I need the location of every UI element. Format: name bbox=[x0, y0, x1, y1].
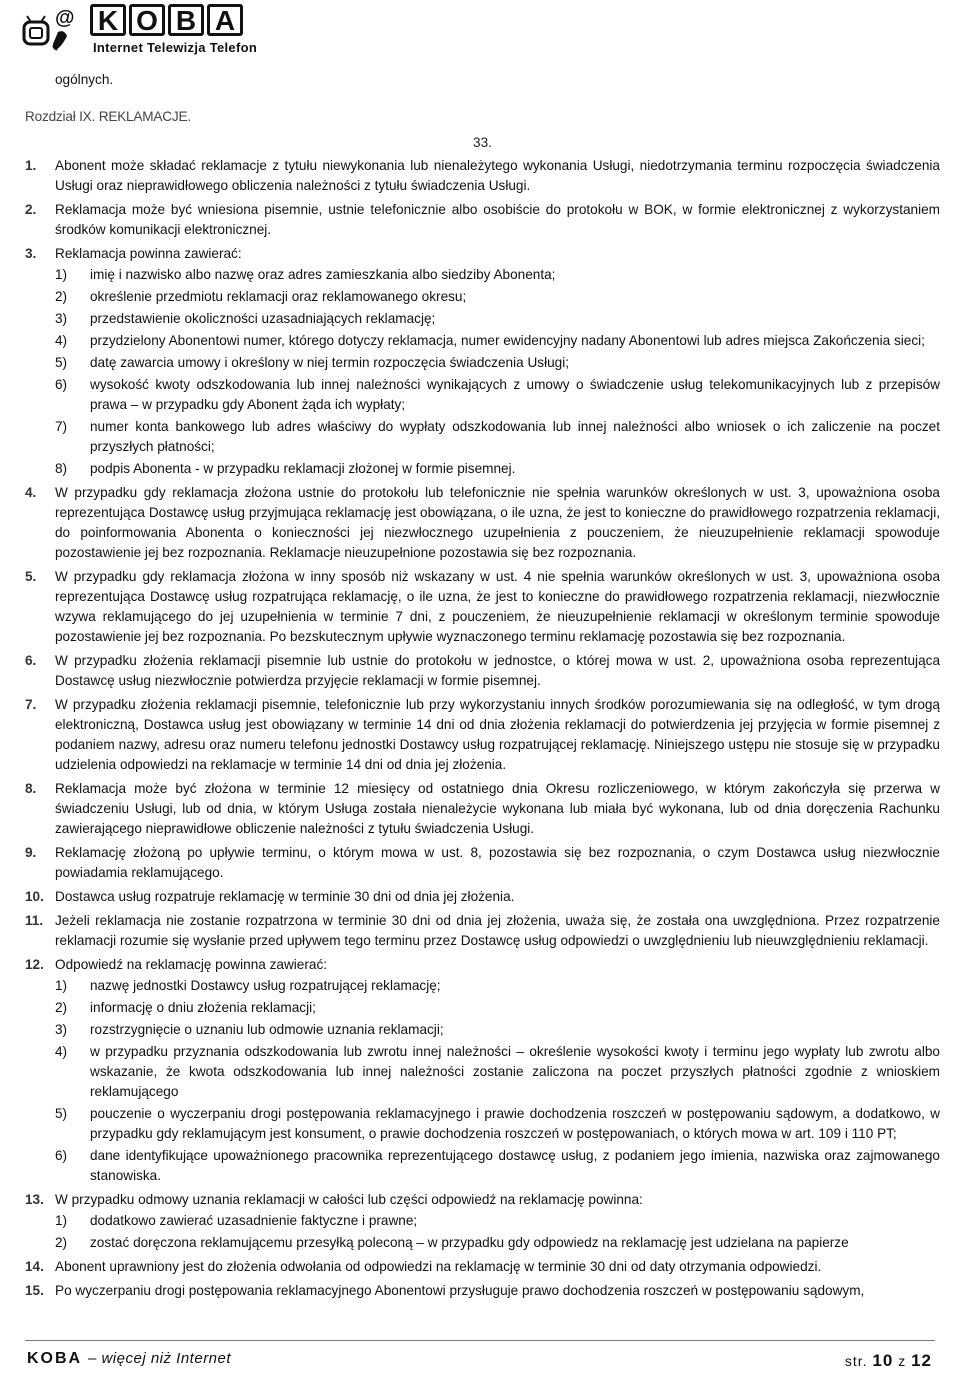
item-number: 14. bbox=[25, 1259, 44, 1274]
sub-item-text: dane identyfikujące upoważnionego pracownika reprezentującego dostawcę usług, z podaniem jego imienia, nazwiska oraz zajmowanego stanowiska. bbox=[90, 1148, 940, 1183]
sub-item bbox=[55, 998, 940, 1018]
sub-item bbox=[55, 353, 940, 373]
sub-item bbox=[55, 459, 940, 479]
list-item bbox=[25, 695, 940, 775]
item-number: 15. bbox=[25, 1283, 44, 1298]
list-item bbox=[25, 1257, 940, 1277]
list-item bbox=[25, 651, 940, 691]
sub-item bbox=[55, 1146, 940, 1186]
item-number: 4. bbox=[25, 485, 37, 500]
item-text: Jeżeli reklamacja nie zostanie rozpatrzona w terminie 30 dni od dnia jej złożenia, uważa się, że została ona uwzględniona. Przez rozpatrzenie reklamacji rozumie się wysłanie przed upływem tego terminu przez Dostawcę usług odpowiedzi o uwzględnieniu lub nieuwzględnieniu reklamacji. bbox=[55, 913, 940, 948]
item-list bbox=[25, 156, 940, 1301]
item-number: 11. bbox=[25, 913, 44, 928]
chapter-heading: Rozdział IX. REKLAMACJE. bbox=[25, 109, 191, 124]
sub-item-number: 3) bbox=[55, 311, 68, 326]
sub-item bbox=[55, 1020, 940, 1040]
page-header bbox=[0, 0, 960, 60]
sub-item-number: 4) bbox=[55, 1044, 68, 1059]
footer-brand-name: KOBA bbox=[27, 1350, 82, 1367]
logo-tagline: Internet Telewizja Telefon bbox=[93, 40, 258, 55]
lead-text: ogólnych. bbox=[55, 72, 114, 87]
sub-item-text: rozstrzygnięcie o uznaniu lub odmowie uznania reklamacji; bbox=[90, 1022, 444, 1037]
logo-letter: K bbox=[90, 4, 126, 36]
item-number: 7. bbox=[25, 697, 37, 712]
item-text: Po wyczerpaniu drogi postępowania reklamacyjnego Abonentowi przysługuje prawo dochodzenia roszczeń w postępowaniu sądowym, bbox=[55, 1283, 865, 1298]
sub-item-text: informację o dniu złożenia reklamacji; bbox=[90, 1000, 316, 1015]
sub-item-text: imię i nazwisko albo nazwę oraz adres zamieszkania albo siedziby Abonenta; bbox=[90, 267, 556, 282]
list-item bbox=[25, 244, 940, 479]
item-number: 6. bbox=[25, 653, 37, 668]
item-text: Reklamacja powinna zawierać: bbox=[55, 246, 242, 261]
sub-item bbox=[55, 375, 940, 415]
list-item bbox=[25, 483, 940, 563]
item-number: 10. bbox=[25, 889, 44, 904]
sub-list bbox=[55, 265, 940, 479]
item-text: W przypadku gdy reklamacja złożona ustnie do protokołu lub telefonicznie nie spełnia warunków określonych w ust. 3, upoważniona osoba reprezentująca Dostawcę usług przyjmująca reklamację jest obowiązana, o ile uzna, że jest to konieczne do prawidłowego rozpatrzenia reklamacji, do poinformowania Abonenta o konieczności jej niezwłocznego uzupełnienia z pouczeniem, że nieuzupełnienie reklamacji spowoduje pozostawienie jej bez rozpoznania. Reklamacje nieuzupełnione pozostawia się bez rozpoznania. bbox=[55, 485, 940, 560]
sub-item-text: nazwę jednostki Dostawcy usług rozpatrującej reklamację; bbox=[90, 978, 441, 993]
item-number: 3. bbox=[25, 246, 37, 261]
sub-item-number: 5) bbox=[55, 355, 68, 370]
page-indicator bbox=[845, 1351, 932, 1371]
sub-item bbox=[55, 287, 940, 307]
sub-item-text: datę zawarcia umowy i określony w niej termin rozpoczęcia świadczenia Usługi; bbox=[90, 355, 570, 370]
item-text: Odpowiedź na reklamację powinna zawierać: bbox=[55, 957, 328, 972]
sub-item-number: 5) bbox=[55, 1106, 68, 1121]
item-number: 5. bbox=[25, 569, 37, 584]
sub-item-text: podpis Abonenta - w przypadku reklamacji złożonej w formie pisemnej. bbox=[90, 461, 516, 476]
sub-item-number: 6) bbox=[55, 1148, 68, 1163]
logo-letter: A bbox=[207, 4, 243, 36]
svg-text:@: @ bbox=[55, 7, 75, 29]
page-prefix: str. bbox=[844, 1353, 868, 1369]
list-item bbox=[25, 843, 940, 883]
list-item bbox=[25, 911, 940, 951]
footer-brand bbox=[27, 1350, 231, 1368]
sub-item-number: 3) bbox=[55, 1022, 68, 1037]
item-number: 2. bbox=[25, 202, 37, 217]
page-sep: z bbox=[898, 1353, 907, 1369]
item-text: W przypadku gdy reklamacja złożona w inny sposób niż wskazany w ust. 4 nie spełnia warunków określonych w ust. 3, upoważniona osoba reprezentująca Dostawcę usług rozpatrująca reklamację, o ile uzna, że jest to konieczne do prawidłowego rozpatrzenia reklamacji, niezwłocznie wzywa reklamującego do jej uzupełnienia w terminie 7 dni, z pouczeniem, że nieuzupełnienie reklamacji w określonym terminie spowoduje pozostawienie jej bez rozpoznania. Po bezskutecznym upływie wyznaczonego terminu reklamację pozostawia się bez rozpoznania. bbox=[55, 569, 940, 644]
sub-item-text: określenie przedmiotu reklamacji oraz reklamowanego okresu; bbox=[90, 289, 467, 304]
item-number: 13. bbox=[25, 1192, 44, 1207]
item-text: Dostawca usług rozpatruje reklamację w terminie 30 dni od dnia jej złożenia. bbox=[55, 889, 515, 904]
page-total: 12 bbox=[911, 1351, 932, 1370]
footer-divider bbox=[25, 1340, 935, 1341]
list-item bbox=[25, 1281, 940, 1301]
paragraph-number: 33. bbox=[473, 135, 492, 150]
sub-item-number: 8) bbox=[55, 461, 68, 476]
item-text: Reklamacja może być wniesiona pisemnie, ustnie telefonicznie albo osobiście do protokołu w BOK, w formie elektronicznej z wykorzystaniem środków komunikacji elektronicznej. bbox=[55, 202, 940, 237]
sub-item-number: 1) bbox=[55, 267, 68, 282]
sub-item bbox=[55, 1211, 940, 1231]
list-item bbox=[25, 1190, 940, 1253]
sub-item bbox=[55, 265, 940, 285]
sub-item-text: pouczenie o wyczerpaniu drogi postępowania reklamacyjnego i prawie dochodzenia roszczeń w postępowaniu sądowym, a dodatkowo, w przypadku gdy reklamującym jest konsument, o prawie dochodzenia roszczeń w postępowaniach, o których mowa w art. 109 i 110 PT; bbox=[90, 1106, 940, 1141]
sub-item bbox=[55, 1233, 940, 1253]
logo-letter: O bbox=[129, 4, 165, 36]
sub-item bbox=[55, 417, 940, 457]
sub-item-number: 2) bbox=[55, 1000, 68, 1015]
sub-item-text: zostać doręczona reklamującemu przesyłką poleconą – w przypadku gdy odpowiedz na reklamację jest udzielana na papierze bbox=[90, 1235, 849, 1250]
item-text: Reklamację złożoną po upływie terminu, o którym mowa w ust. 8, pozostawia się bez rozpoznania, o czym Dostawca usług niezwłocznie powiadamia reklamującego. bbox=[55, 845, 940, 880]
koba-logo-icon bbox=[22, 6, 82, 52]
list-item bbox=[25, 200, 940, 240]
list-item bbox=[25, 779, 940, 839]
page-current: 10 bbox=[872, 1351, 894, 1370]
sub-item bbox=[55, 976, 940, 996]
sub-list bbox=[55, 1211, 940, 1253]
sub-item-text: w przypadku przyznania odszkodowania lub zwrotu innej należności – określenie wysokości kwoty i terminu jego wypłaty lub zwrotu albo wskazanie, że kwota odszkodowania lub innej należności zostanie zaliczona na poczet przyszłych płatności zgodnie z wnioskiem reklamującego bbox=[90, 1044, 940, 1099]
document-body bbox=[25, 70, 940, 1305]
sub-item-number: 7) bbox=[55, 419, 68, 434]
sub-item-number: 1) bbox=[55, 1213, 68, 1228]
sub-item-text: przedstawienie okoliczności uzasadniających reklamację; bbox=[90, 311, 436, 326]
list-item bbox=[25, 156, 940, 196]
sub-list bbox=[55, 976, 940, 1186]
item-text: W przypadku złożenia reklamacji pisemnie, telefonicznie lub przy wykorzystaniu innych środków porozumiewania się na odległość, w tym drogą elektroniczną, Dostawca usług jest obowiązany w terminie 14 dni od dnia złożenia reklamacji do potwierdzenia jej przyjęcia w formie pisemnej z podaniem nazwy, adresu oraz numeru telefonu jednostki Dostawcy usług rozpatrującej reklamację. Niniejszego ustępu nie stosuje się w przypadku udzielenia odpowiedzi na reklamacje w terminie 14 dni od dnia jej złożenia. bbox=[55, 697, 940, 772]
logo-letter: B bbox=[168, 4, 204, 36]
sub-item-text: przydzielony Abonentowi numer, którego dotyczy reklamacja, numer ewidencyjny nadany Abonentowi lub adres miejsca Zakończenia sieci; bbox=[90, 333, 925, 348]
koba-logo-wordmark bbox=[90, 4, 243, 36]
item-number: 1. bbox=[25, 158, 37, 173]
list-item bbox=[25, 955, 940, 1186]
sub-item bbox=[55, 1042, 940, 1102]
sub-item-text: wysokość kwoty odszkodowania lub innej należności wynikających z umowy o świadczenie usług telekomunikacyjnych lub z przepisów prawa – w przypadku gdy Abonent żąda ich wypłaty; bbox=[90, 377, 940, 412]
sub-item-number: 2) bbox=[55, 1235, 68, 1250]
item-text: Abonent może składać reklamacje z tytułu niewykonania lub nienależytego wykonania Usługi, niedotrzymania terminu rozpoczęcia świadczenia Usługi oraz nieprawidłowego obliczenia należności z tytułu świadczenia Usługi. bbox=[55, 158, 940, 193]
item-text: W przypadku złożenia reklamacji pisemnie lub ustnie do protokołu w jednostce, o której mowa w ust. 2, upoważniona osoba reprezentująca Dostawcę usług niezwłocznie potwierdza przyjęcie reklamacji w formie pisemnej. bbox=[55, 653, 940, 688]
sub-item bbox=[55, 1104, 940, 1144]
item-text: Reklamacja może być złożona w terminie 12 miesięcy od ostatniego dnia Okresu rozliczeniowego, w którym zakończyła się przerwa w świadczeniu Usługi, lub od dnia, w którym Usługa została nienależycie wykonana lub miała być wykonana, lub od dnia doręczenia Rachunku zawierającego nieprawidłowe obliczenie należności z tytułu świadczenia Usługi. bbox=[55, 781, 940, 836]
sub-item-number: 6) bbox=[55, 377, 68, 392]
list-item bbox=[25, 567, 940, 647]
item-number: 12. bbox=[25, 957, 44, 972]
page-footer bbox=[0, 1340, 960, 1374]
sub-item bbox=[55, 309, 940, 329]
item-text: Abonent uprawniony jest do złożenia odwołania od odpowiedzi na reklamację w terminie 30 dni od daty otrzymania odpowiedzi. bbox=[55, 1259, 822, 1274]
item-number: 9. bbox=[25, 845, 37, 860]
sub-item-number: 1) bbox=[55, 978, 68, 993]
footer-slogan: – więcej niż Internet bbox=[87, 1350, 232, 1367]
sub-item-text: dodatkowo zawierać uzasadnienie faktyczne i prawne; bbox=[90, 1213, 418, 1228]
item-text: W przypadku odmowy uznania reklamacji w całości lub części odpowiedź na reklamację powinna: bbox=[55, 1192, 643, 1207]
sub-item-number: 4) bbox=[55, 333, 68, 348]
sub-item-number: 2) bbox=[55, 289, 68, 304]
item-number: 8. bbox=[25, 781, 37, 796]
sub-item-text: numer konta bankowego lub adres właściwy do wypłaty odszkodowania lub innej należności albo wniosek o ich zaliczenie na poczet przyszłych płatności; bbox=[90, 419, 940, 454]
list-item bbox=[25, 887, 940, 907]
sub-item bbox=[55, 331, 940, 351]
